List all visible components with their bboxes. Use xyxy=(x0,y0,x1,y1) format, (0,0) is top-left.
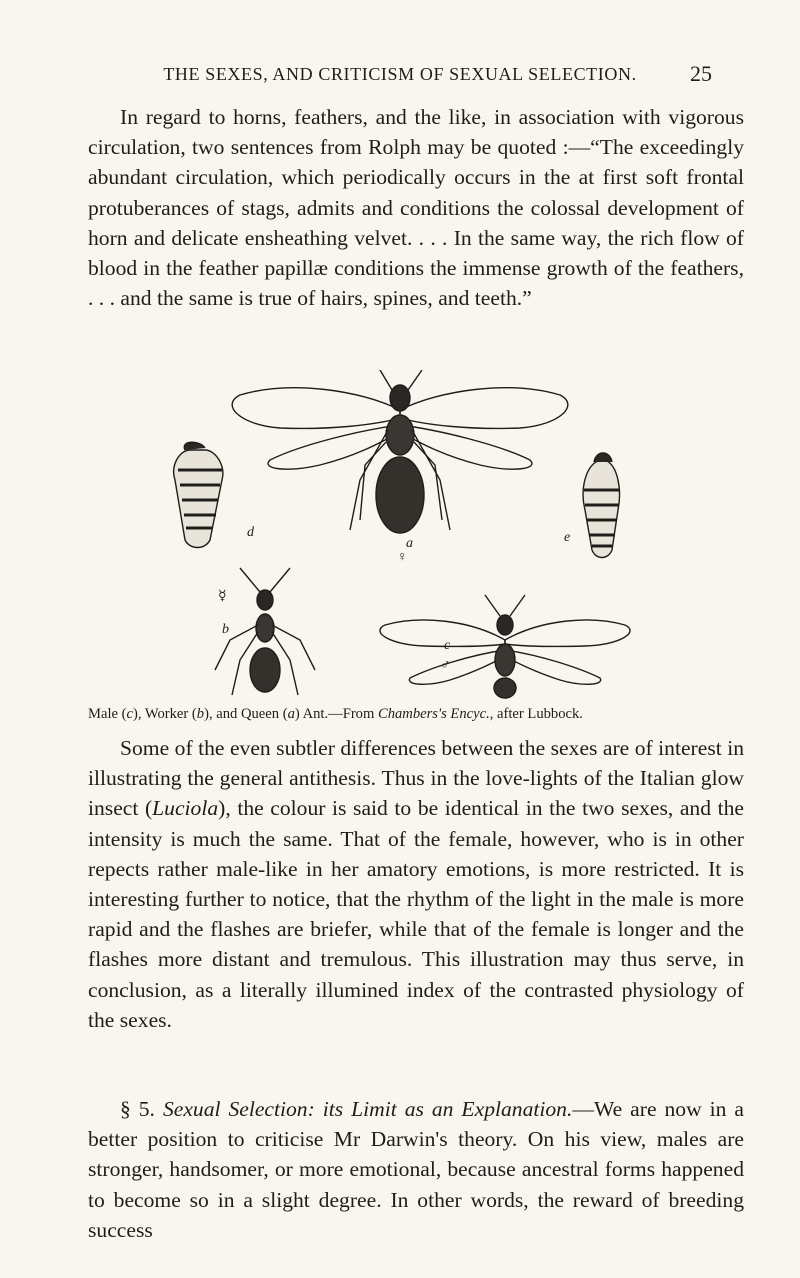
caption-label-b: b xyxy=(196,706,205,722)
paragraph-text-part: —We are now in a better position to criticise Mr Darwin's theory. On his view, males are stronger, handsomer, or more emotional, because ancestral forms happened to become so in a slight degree. In other words, the reward of breeding success xyxy=(88,1097,744,1242)
male-symbol: ♂ xyxy=(440,658,451,673)
male-abdomen-figure xyxy=(174,442,223,547)
section-heading: Sexual Selection: its Limit as an Explanation. xyxy=(162,1097,573,1121)
figure-label-c: c xyxy=(444,638,451,653)
ant-illustration xyxy=(160,370,640,700)
caption-text: ) Ant.—From xyxy=(294,706,378,722)
figure-label-d: d xyxy=(247,525,254,540)
paragraph-text: In regard to horns, feathers, and the like, in association with vigorous circulation, two sentences from Rolph may be quoted :—“The exceedingly abundant circulation, which periodically occurs in the at first soft frontal protuberances of stags, admits and conditions the colossal development of horn and delicate ensheathing velvet. . . . In the same way, the rich flow of blood in the feather papillæ conditions the immense growth of the feathers, . . . and the same is true of hairs, spines, and teeth.” xyxy=(88,105,744,311)
caption-text: , after Lubbock. xyxy=(489,706,583,722)
queen-symbol: ♀ xyxy=(397,550,408,565)
running-head-title: THE SEXES, AND CRITICISM OF SEXUAL SELECTION. xyxy=(163,64,637,84)
caption-label-c: c xyxy=(126,706,133,722)
paragraph-text-part: ), the colour is said to be identical in the two sexes, and the intensity is much the same. That of the female, however, who is in other repects rather male-like in her amatory emotions, is more restricted. It is interesting further to notice, that the rhythm of the light in the male is more rapid and the flashes are briefer, while that of the female is longer and the flashes more distant and tremulous. This illustration may thus serve, in conclusion, as a literally illumined index of the contrasted physiology of the sexes. xyxy=(88,796,744,1032)
paragraph-rolph-quote xyxy=(88,102,744,313)
paragraph-luciola xyxy=(88,733,744,1035)
caption-source: Chambers's Encyc. xyxy=(377,706,490,722)
species-name: Luciola xyxy=(152,796,219,821)
page-number: 25 xyxy=(690,61,712,86)
caption-text: Male ( xyxy=(88,706,127,722)
paragraph-text xyxy=(88,1094,744,1245)
queen-ant-figure xyxy=(232,370,568,533)
queen-abdomen-figure xyxy=(583,453,620,558)
worker-symbol: ☿ xyxy=(218,589,227,604)
paragraph-text-part: Some of the even subtler differences between the sexes are of interest in illustrating the general antithesis. Thus in the love-lights of the Italian glow insect ( xyxy=(88,736,744,821)
caption-text: ), and Queen ( xyxy=(204,706,288,722)
figure-label-a: a xyxy=(406,536,413,551)
worker-ant-figure xyxy=(215,568,315,695)
figure-label-b: b xyxy=(222,622,229,637)
paragraph-text xyxy=(88,733,744,1035)
paragraph-section-5 xyxy=(88,1094,744,1245)
caption-text: ), Worker ( xyxy=(132,706,197,722)
caption-label-a: a xyxy=(287,706,295,722)
section-number: § 5. xyxy=(120,1097,155,1121)
figure-label-e: e xyxy=(564,530,571,545)
figure-caption xyxy=(88,706,748,723)
male-ant-figure xyxy=(380,595,630,698)
